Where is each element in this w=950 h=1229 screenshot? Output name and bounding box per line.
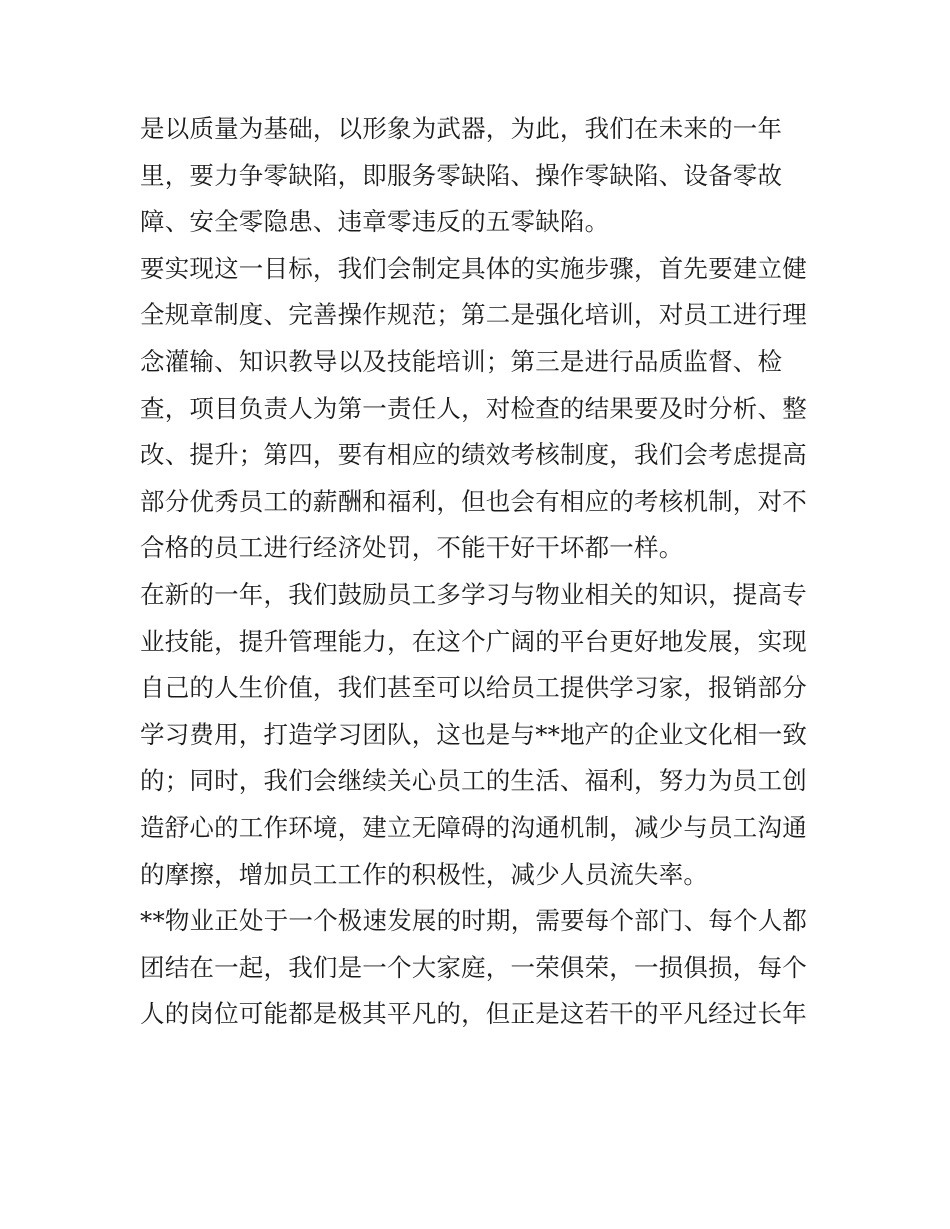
text-line: 人的岗位可能都是极其平凡的，但正是这若干的平凡经过长年 [140,999,807,1029]
text-line: 障、安全零隐患、违章零违反的五零缺陷。 [140,207,610,237]
text-line: 查，项目负责人为第一责任人，对检查的结果要及时分析、整 [140,393,807,423]
text-line: 改、提升；第四，要有相应的绩效考核制度，我们会考虑提高 [140,440,807,470]
text-line: **物业正处于一个极速发展的时期，需要每个部门、每个人都 [140,906,808,936]
text-line: 要实现这一目标，我们会制定具体的实施步骤，首先要建立健 [140,253,807,283]
text-line: 在新的一年，我们鼓励员工多学习与物业相关的知识，提高专 [140,579,807,609]
text-line: 自己的人生价值，我们甚至可以给员工提供学习家，报销部分 [140,673,807,703]
text-line: 业技能，提升管理能力，在这个广阔的平台更好地发展，实现 [140,626,807,656]
text-line: 里，要力争零缺陷，即服务零缺陷、操作零缺陷、设备零故 [140,160,783,190]
text-line: 学习费用，打造学习团队，这也是与**地产的企业文化相一致 [140,719,808,749]
text-line: 全规章制度、完善操作规范；第二是强化培训，对员工进行理 [140,300,807,330]
text-line: 合格的员工进行经济处罚，不能干好干坏都一样。 [140,533,684,563]
text-line: 造舒心的工作环境，建立无障碍的沟通机制，减少与员工沟通 [140,812,807,842]
text-line: 是以质量为基础，以形象为武器，为此，我们在未来的一年 [140,114,783,143]
text-line: 部分优秀员工的薪酬和福利，但也会有相应的考核机制，对不 [140,486,807,516]
text-line: 的摩擦，增加员工工作的积极性，减少人员流失率。 [140,859,709,889]
document-body [140,106,820,1038]
text-line: 的；同时，我们会继续关心员工的生活、福利，努力为员工创 [140,766,807,796]
text-line: 团结在一起，我们是一个大家庭，一荣俱荣，一损俱损，每个 [140,952,807,982]
text-line: 念灌输、知识教导以及技能培训；第三是进行品质监督、检 [140,346,783,376]
